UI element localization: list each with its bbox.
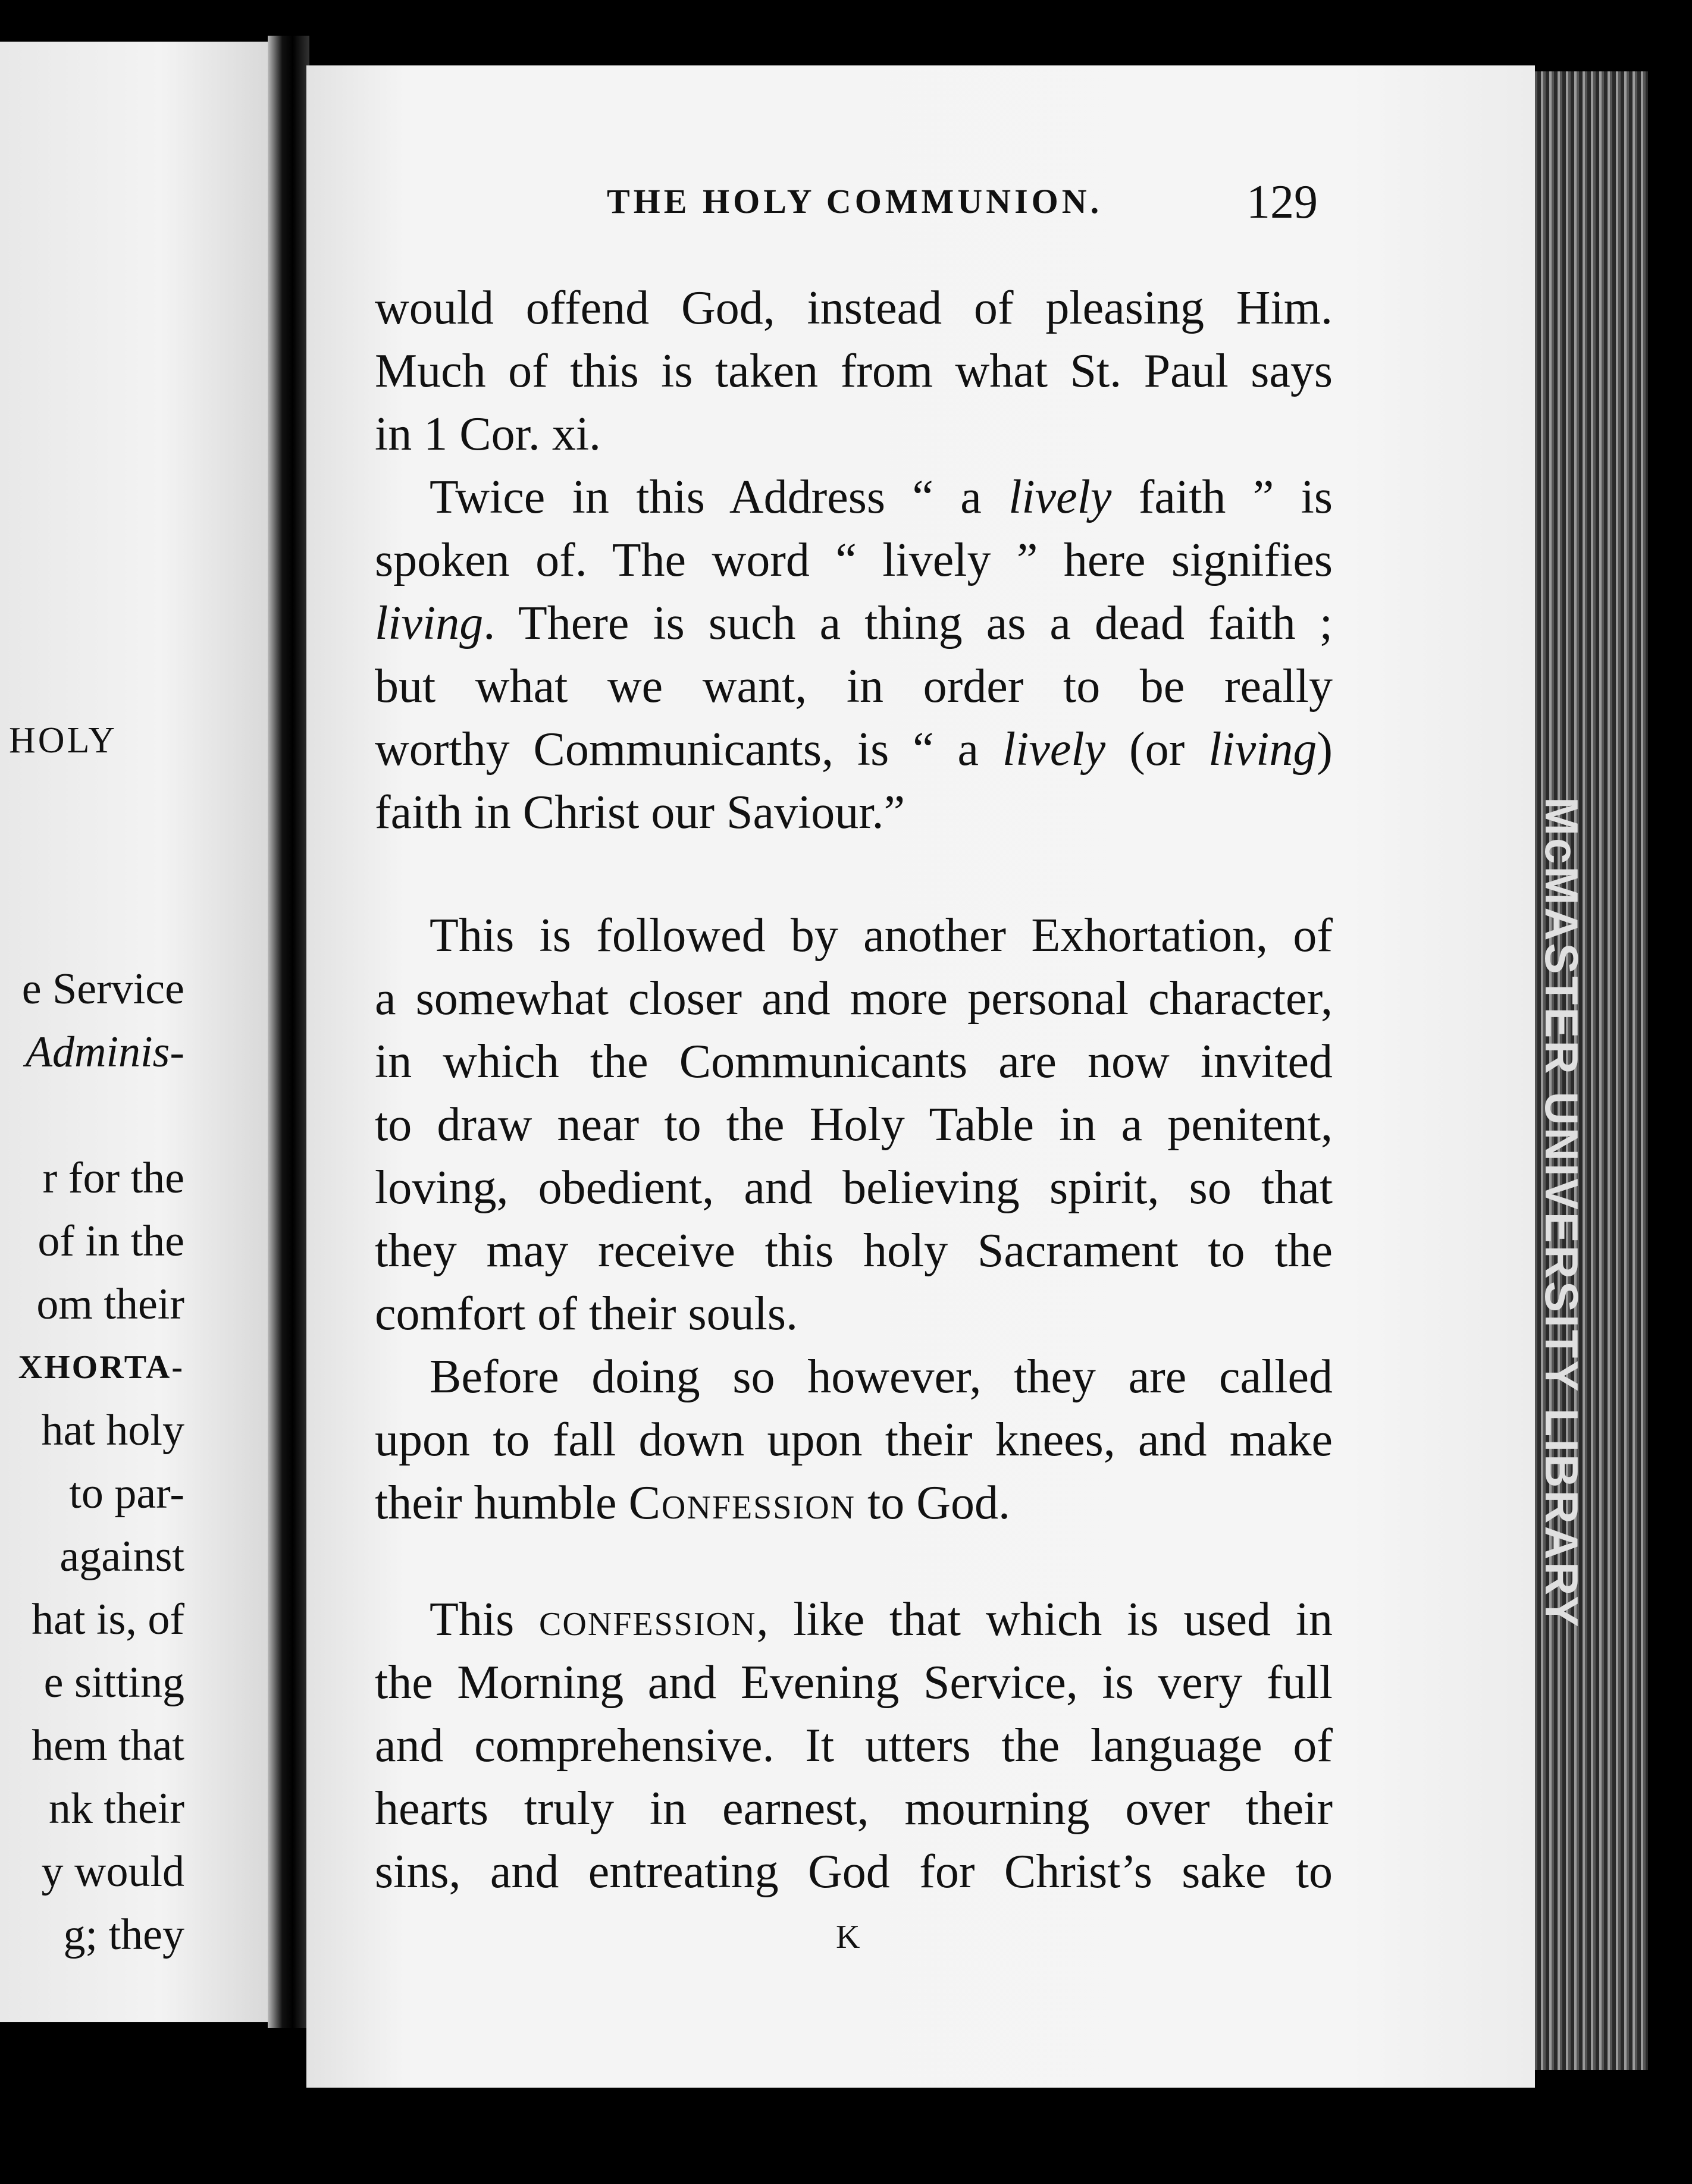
text-run: to God. <box>855 1477 1010 1529</box>
text-line: Before doing so however, they are called <box>430 1351 1333 1403</box>
left-line: om their <box>36 1280 184 1329</box>
text-run: . There is such a thing as a dead faith ; <box>483 597 1333 649</box>
library-stamp-text: McMASTER UNIVERSITY LIBRARY <box>1536 797 1588 1630</box>
text-line: to draw near to the Holy Table in a penitent, <box>375 1099 1333 1151</box>
text-line: a somewhat closer and more personal character, <box>375 972 1333 1025</box>
left-line: e sitting <box>43 1658 184 1707</box>
left-line: to par- <box>69 1469 184 1518</box>
text-line: and comprehensive. It utters the language of <box>375 1719 1333 1772</box>
left-line: hat holy <box>41 1406 184 1455</box>
small-caps-text: confession <box>539 1593 757 1646</box>
italic-text: living <box>375 597 484 649</box>
text-line: This is followed by another Exhortation, of <box>430 909 1333 962</box>
left-page-text <box>0 958 268 1966</box>
text-line: in 1 Cor. xi. <box>375 408 601 460</box>
paragraph <box>375 1345 1333 1535</box>
left-line: hat is, of <box>32 1595 184 1644</box>
text-line: would offend God, instead of pleasing Him. <box>375 282 1333 334</box>
left-page-heading: HOLY <box>9 720 117 761</box>
book-gutter <box>268 36 309 2028</box>
paragraph <box>375 904 1333 1345</box>
left-line: Adminis- <box>25 1028 184 1077</box>
text-run: (or <box>1105 723 1209 776</box>
text-line <box>375 1471 1333 1535</box>
text-line: hearts truly in earnest, mourning over their <box>375 1783 1333 1835</box>
page-number: 129 <box>1246 176 1318 228</box>
text-line: they may receive this holy Sacrament to the <box>375 1225 1333 1277</box>
left-line <box>0 1084 268 1147</box>
text-line <box>375 466 1333 529</box>
text-line: upon to fall down upon their knees, and make <box>375 1414 1333 1466</box>
left-line: e Service <box>21 965 184 1013</box>
paragraph <box>375 1588 1333 1903</box>
left-line: y would <box>41 1847 184 1896</box>
small-caps-text: Confession <box>628 1477 856 1529</box>
text-run: ) <box>1317 723 1333 776</box>
paragraph <box>375 277 1333 466</box>
paragraph <box>375 466 1333 844</box>
text-line: spoken of. The word “ lively ” here signifies <box>375 534 1333 586</box>
library-edge-stamp <box>1536 797 1594 1630</box>
running-head: THE HOLY COMMUNION. <box>607 182 1103 221</box>
text-section <box>375 277 1333 844</box>
left-line: hem that <box>32 1721 184 1770</box>
left-line: g; they <box>63 1910 184 1959</box>
text-line: in which the Communicants are now invited <box>375 1035 1333 1088</box>
left-line: against <box>59 1532 184 1581</box>
text-run: faith ” is <box>1111 471 1333 523</box>
text-run: This <box>430 1593 540 1646</box>
text-run: worthy Communicants, is “ a <box>375 723 1002 776</box>
text-run: Twice in this Address “ a <box>430 471 1009 523</box>
text-line: but what we want, in order to be really <box>375 660 1333 713</box>
text-line: loving, obedient, and believing spirit, so that <box>375 1162 1333 1214</box>
text-section <box>375 1588 1333 1903</box>
left-line: XHORTA- <box>18 1349 184 1386</box>
italic-text: lively <box>1008 471 1112 523</box>
text-line: the Morning and Evening Service, is very full <box>375 1656 1333 1709</box>
italic-text: living <box>1208 723 1317 776</box>
signature-mark: K <box>836 1919 860 1956</box>
text-line: sins, and entreating God for Christ’s sake to <box>375 1846 1333 1898</box>
text-line <box>375 1588 1333 1651</box>
left-line: r for the <box>42 1154 184 1203</box>
text-line: faith in Christ our Saviour.” <box>375 786 905 839</box>
text-line <box>375 718 1333 781</box>
text-line: Much of this is taken from what St. Paul says <box>375 345 1333 397</box>
text-line: comfort of their souls. <box>375 1288 798 1340</box>
text-run: , like that which is used in <box>756 1593 1333 1646</box>
left-page <box>0 42 268 2022</box>
text-section <box>375 904 1333 1535</box>
left-line: nk their <box>48 1784 184 1833</box>
text-line <box>375 592 1333 655</box>
italic-text: lively <box>1002 723 1106 776</box>
left-line: of in the <box>37 1217 184 1266</box>
text-run: their humble <box>375 1477 629 1529</box>
